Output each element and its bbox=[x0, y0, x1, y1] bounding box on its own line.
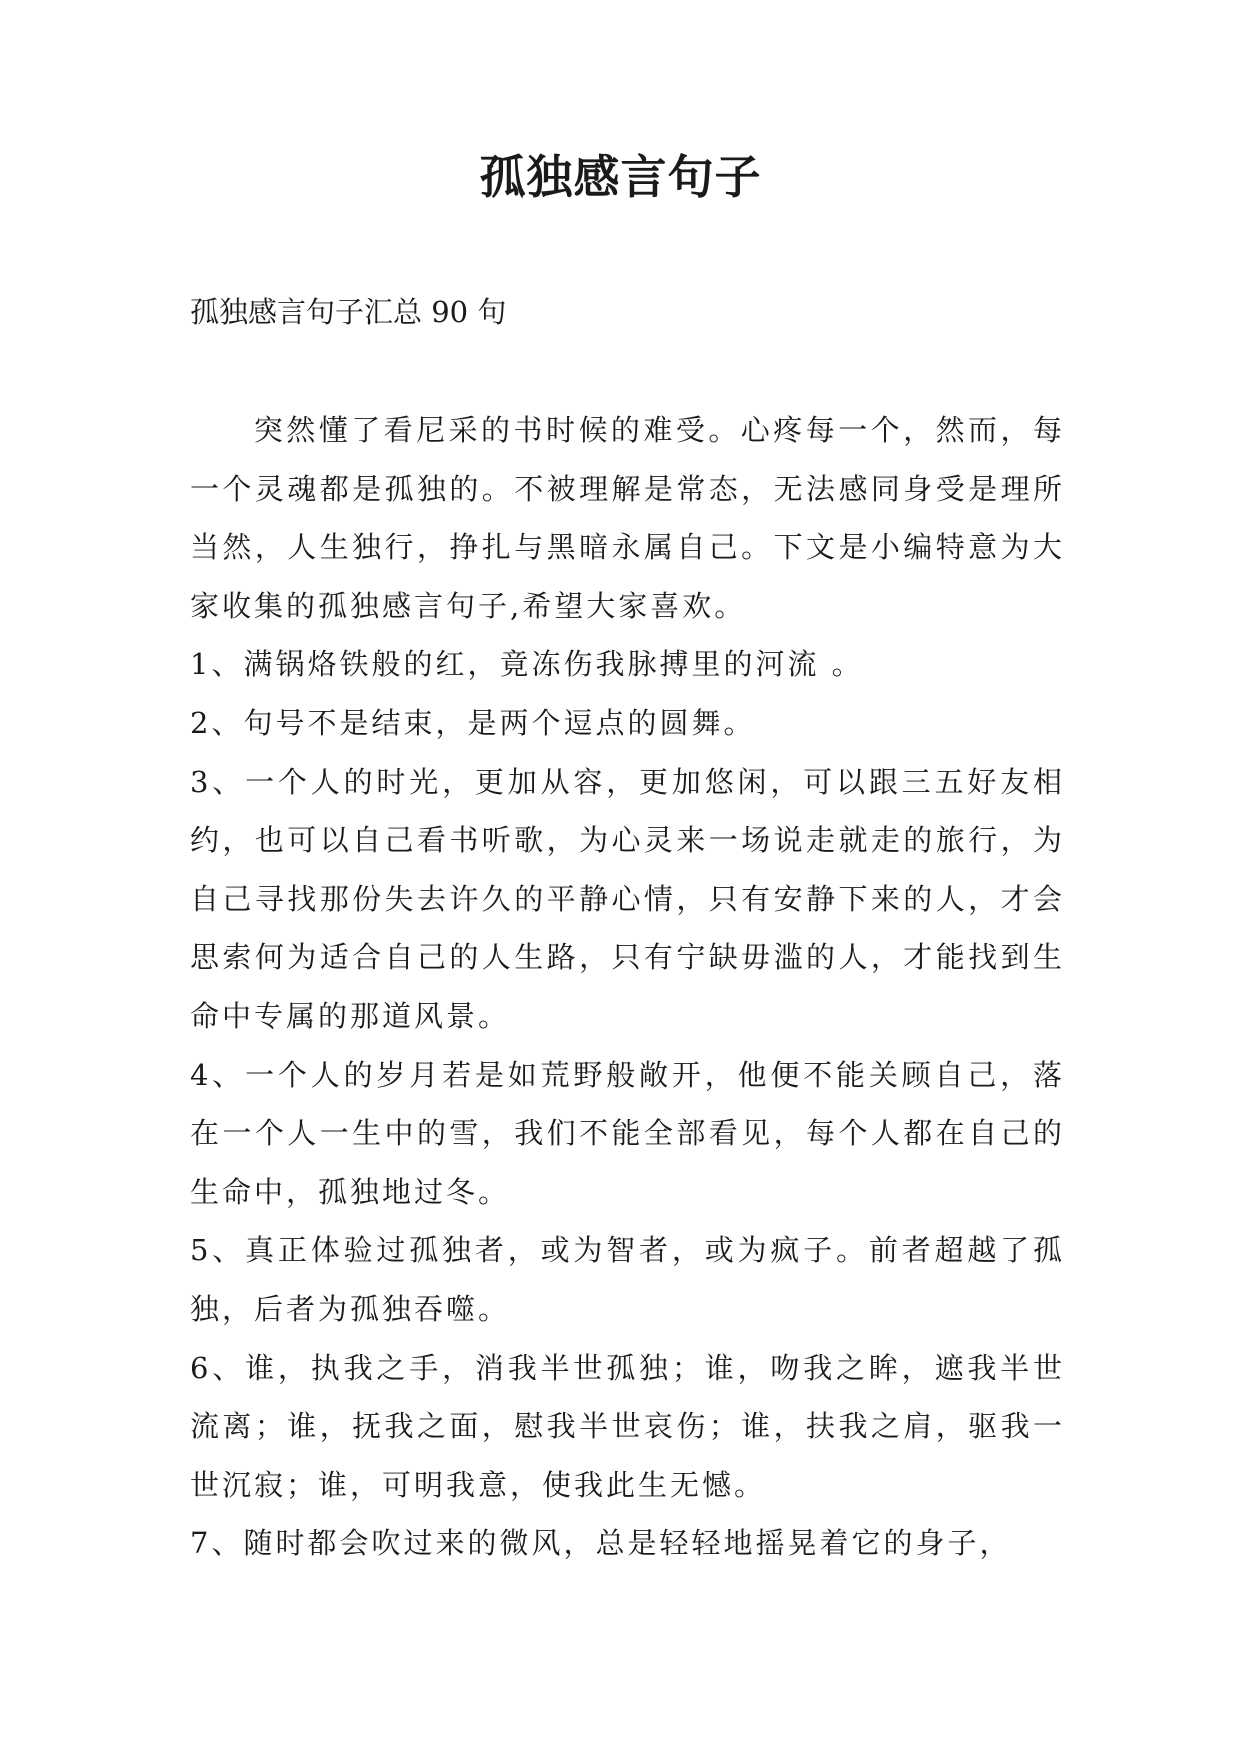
page-title: 孤独感言句子 bbox=[479, 150, 762, 204]
list-item: 2、句号不是结束，是两个逗点的圆舞。 bbox=[190, 705, 756, 740]
list-item: 3、一个人的时光，更加从容，更加悠闲，可以跟三五好友相约，也可以自己看书听歌，为心灵来一场说走就走的旅行，为自己寻找那份失去许久的平静心情，只有安静下来的人，才会思索何为适合自己的人生路，只有宁缺毋滥的人，才能找到生命中专属的那道风景。 bbox=[190, 764, 1065, 1033]
list-item: 1、满锅烙铁般的红，竟冻伤我脉搏里的河流 。 bbox=[190, 647, 864, 682]
document-subtitle: 孤独感言句子汇总 90 句 bbox=[190, 295, 507, 329]
intro-paragraph: 突然懂了看尼采的书时候的难受。心疼每一个，然而，每一个灵魂都是孤独的。不被理解是常态，无法感同身受是理所当然，人生独行，挣扎与黑暗永属自己。下文是小编特意为大家收集的孤独感言句子,希望大家喜欢。 bbox=[190, 413, 1065, 623]
list-item: 4、一个人的岁月若是如荒野般敞开，他便不能关顾自己，落在一个人一生中的雪，我们不能全部看见，每个人都在自己的生命中，孤独地过冬。 bbox=[190, 1057, 1065, 1209]
list-item: 5、真正体验过孤独者，或为智者，或为疯子。前者超越了孤独，后者为孤独吞噬。 bbox=[190, 1233, 1065, 1326]
list-item: 6、谁，执我之手，消我半世孤独；谁，吻我之眸，遮我半世流离；谁，抚我之面，慰我半世哀伤；谁，扶我之肩，驱我一世沉寂；谁，可明我意，使我此生无憾。 bbox=[190, 1350, 1065, 1502]
document-body bbox=[190, 401, 1065, 1573]
list-item: 7、随时都会吹过来的微风，总是轻轻地摇晃着它的身子， bbox=[190, 1526, 1012, 1561]
